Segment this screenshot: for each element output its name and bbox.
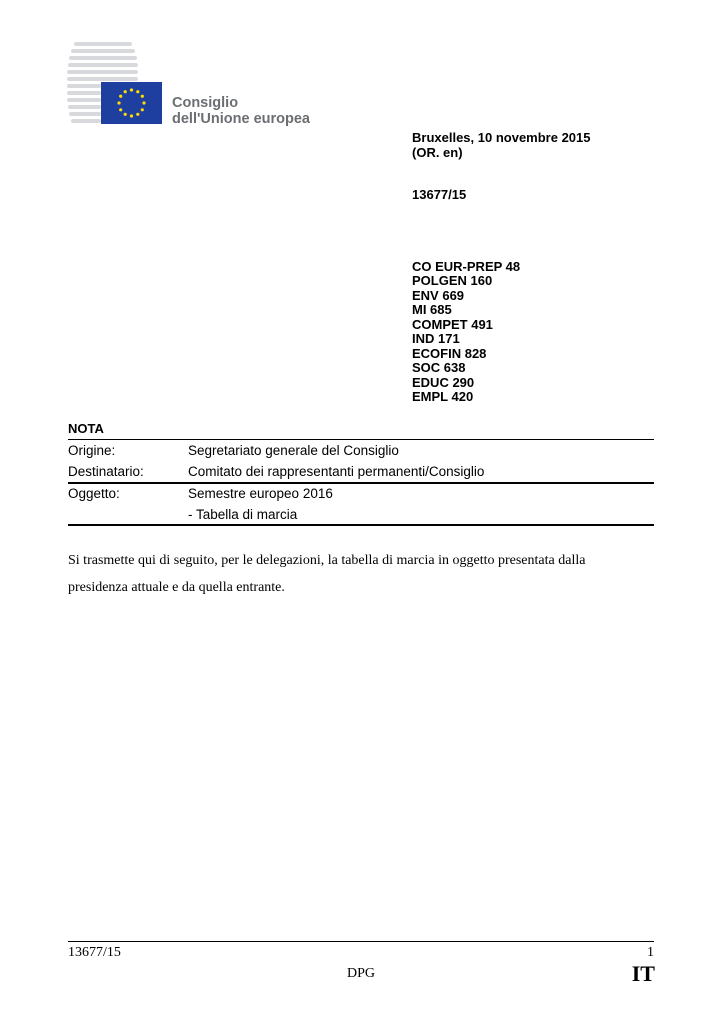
- place-date: Bruxelles, 10 novembre 2015: [412, 130, 591, 145]
- logo-text-line1: Consiglio: [172, 95, 239, 111]
- code-item: IND 171: [412, 331, 460, 346]
- code-item: ECOFIN 828: [412, 345, 487, 361]
- body-paragraph: [68, 547, 658, 601]
- subject-divider: [68, 482, 654, 484]
- code-item: EMPL 420: [412, 389, 474, 404]
- origin-label: Origine:: [68, 443, 116, 458]
- document-header: [412, 131, 692, 405]
- code-item: SOC 638: [412, 360, 466, 375]
- subject-value-line1: Semestre europeo 2016: [188, 486, 333, 501]
- document-number: 13677/15: [412, 187, 467, 202]
- eu-flag-icon: [101, 82, 162, 124]
- nota-title: NOTA: [68, 421, 104, 436]
- code-item: CO EUR-PREP 48: [412, 258, 521, 274]
- code-item: ENV 669: [412, 287, 465, 303]
- logo-text-line2: dell'Unione europea: [172, 111, 310, 127]
- origin-value: Segretariato generale del Consiglio: [188, 443, 399, 458]
- code-item: MI 685: [412, 302, 452, 317]
- code-item: EDUC 290: [412, 374, 475, 390]
- subject-label: Oggetto:: [68, 486, 120, 501]
- body-line: presidenza attuale e da quella entrante.: [68, 580, 285, 595]
- footer-doc-ref: 13677/15: [68, 945, 121, 960]
- classification-codes: [412, 260, 692, 405]
- subject-value-line2: - Tabella di marcia: [188, 507, 298, 522]
- original-language: (OR. en): [412, 144, 463, 160]
- footer-department: DPG: [347, 966, 376, 981]
- logo-text: [172, 95, 310, 127]
- recipient-value: Comitato dei rappresentanti permanenti/Consiglio: [188, 464, 485, 479]
- council-logo: [66, 40, 316, 130]
- body-line: Si trasmette qui di seguito, per le delegazioni, la tabella di marcia in oggetto presentata dalla: [68, 553, 586, 568]
- code-item: COMPET 491: [412, 316, 493, 332]
- footer-rule: [68, 941, 654, 942]
- table-bottom-rule: [68, 524, 654, 526]
- footer-page-number: 1: [647, 945, 654, 960]
- footer-language: IT: [631, 961, 655, 986]
- nota-divider: [68, 439, 654, 440]
- code-item: POLGEN 160: [412, 273, 493, 288]
- recipient-label: Destinatario:: [68, 464, 144, 479]
